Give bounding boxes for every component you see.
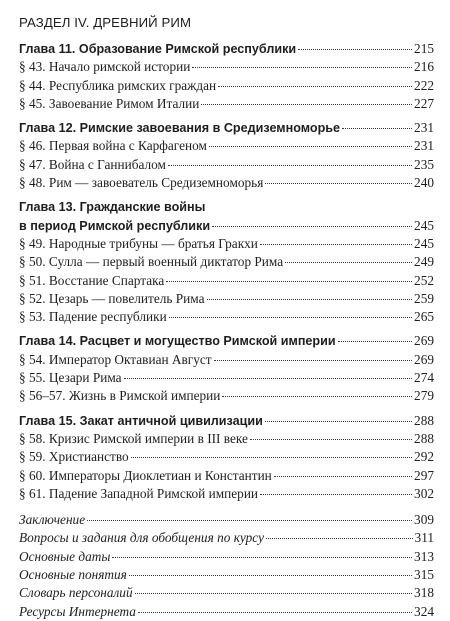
entry-label: § 60. Императоры Диоклетиан и Константин bbox=[19, 467, 272, 483]
dot-leader bbox=[285, 262, 412, 263]
toc-entry[interactable] bbox=[19, 174, 434, 192]
page-number: 292 bbox=[414, 449, 434, 465]
entry-label: § 50. Сулла — первый военный диктатор Рима bbox=[19, 254, 284, 270]
toc-entry[interactable] bbox=[19, 137, 434, 155]
toc-entry[interactable] bbox=[19, 95, 434, 113]
dot-leader bbox=[274, 476, 412, 477]
dot-leader bbox=[124, 378, 412, 379]
entry-label: Заключение bbox=[19, 512, 86, 528]
page-number: 245 bbox=[414, 235, 434, 251]
page-number: 235 bbox=[414, 156, 434, 172]
entry-label: § 58. Кризис Римской империи в III веке bbox=[19, 430, 248, 446]
entry-label: Словарь персоналий bbox=[19, 585, 133, 601]
dot-leader bbox=[168, 165, 412, 166]
entry-label: § 56–57. Жизнь в Римской империи bbox=[19, 388, 221, 404]
chapter-12 bbox=[19, 119, 434, 192]
toc-entry[interactable] bbox=[19, 58, 434, 76]
dot-leader bbox=[169, 317, 412, 318]
back-matter-entry[interactable] bbox=[19, 603, 434, 621]
dot-leader bbox=[192, 67, 412, 68]
entry-label: Ресурсы Интернета bbox=[19, 603, 136, 619]
dot-leader bbox=[131, 457, 412, 458]
chapter-heading[interactable] bbox=[19, 119, 434, 137]
page-number: 318 bbox=[414, 585, 434, 601]
page-number: 324 bbox=[414, 603, 434, 619]
page-number: 265 bbox=[414, 309, 434, 325]
toc-entry[interactable] bbox=[19, 156, 434, 174]
toc-entry[interactable] bbox=[19, 430, 434, 448]
page-number: 288 bbox=[414, 430, 434, 446]
entry-label: § 47. Война с Ганнибалом bbox=[19, 156, 166, 172]
back-matter-entry[interactable] bbox=[19, 511, 434, 529]
chapter-title: в период Римской республики bbox=[19, 218, 211, 233]
page-number: 288 bbox=[414, 412, 434, 428]
page-number: 311 bbox=[414, 530, 434, 546]
toc-entry[interactable] bbox=[19, 448, 434, 466]
chapter-13 bbox=[19, 198, 434, 326]
entry-label: Вопросы и задания для обобщения по курсу bbox=[19, 530, 265, 546]
page-number: 215 bbox=[414, 41, 434, 56]
entry-label: § 52. Цезарь — повелитель Рима bbox=[19, 290, 205, 306]
page-number: 231 bbox=[414, 120, 434, 136]
dot-leader bbox=[266, 538, 413, 539]
back-matter-entry[interactable] bbox=[19, 566, 434, 584]
toc-entry[interactable] bbox=[19, 351, 434, 369]
dot-leader bbox=[260, 244, 412, 245]
toc-entry[interactable] bbox=[19, 235, 434, 253]
toc-entry[interactable] bbox=[19, 387, 434, 405]
entry-label: § 49. Народные трибуны — братья Гракхи bbox=[19, 235, 258, 251]
page-number: 269 bbox=[414, 333, 434, 349]
chapter-title: Глава 11. Образование Римской республики bbox=[19, 42, 297, 56]
entry-label: § 51. Восстание Спартака bbox=[19, 272, 165, 288]
page-number: 222 bbox=[414, 77, 434, 93]
page-number: 259 bbox=[414, 290, 434, 306]
dot-leader bbox=[201, 104, 412, 105]
chapter-title: Глава 15. Закат античной цивилизации bbox=[19, 413, 263, 428]
dot-leader bbox=[265, 183, 412, 184]
dot-leader bbox=[265, 421, 412, 422]
entry-label: § 59. Христианство bbox=[19, 449, 129, 465]
dot-leader bbox=[212, 226, 412, 227]
entry-label: § 48. Рим — завоеватель Средиземноморья bbox=[19, 175, 264, 191]
page-number: 302 bbox=[414, 485, 434, 501]
toc-entry[interactable] bbox=[19, 485, 434, 503]
page-number: 252 bbox=[414, 272, 434, 288]
page-number: 249 bbox=[414, 254, 434, 270]
entry-label: § 46. Первая война с Карфагеном bbox=[19, 138, 207, 154]
entry-label: § 61. Падение Западной Римской империи bbox=[19, 485, 259, 501]
entry-label: § 43. Начало римской истории bbox=[19, 59, 191, 75]
back-matter-entry[interactable] bbox=[19, 548, 434, 566]
toc-entry[interactable] bbox=[19, 467, 434, 485]
chapter-14 bbox=[19, 332, 434, 405]
entry-label: § 45. Завоевание Римом Италии bbox=[19, 95, 200, 111]
chapter-heading[interactable] bbox=[19, 332, 434, 350]
dot-leader bbox=[342, 128, 412, 129]
chapter-title: Глава 14. Расцвет и могущество Римской империи bbox=[19, 334, 336, 349]
chapter-15 bbox=[19, 412, 434, 503]
toc-entry[interactable] bbox=[19, 253, 434, 271]
chapter-11 bbox=[19, 40, 434, 113]
section-title: РАЗДЕЛ IV. ДРЕВНИЙ РИМ bbox=[19, 15, 192, 30]
toc-entry[interactable] bbox=[19, 290, 434, 308]
page-number: 227 bbox=[414, 95, 434, 111]
dot-leader bbox=[250, 439, 412, 440]
page-number: 245 bbox=[414, 217, 434, 233]
page-number: 279 bbox=[414, 388, 434, 404]
chapter-title: Глава 12. Римские завоевания в Средиземноморье bbox=[19, 121, 341, 136]
page-number: 216 bbox=[414, 59, 434, 75]
chapter-heading[interactable] bbox=[19, 217, 434, 235]
entry-label: § 55. Цезари Рима bbox=[19, 370, 122, 386]
dot-leader bbox=[338, 341, 412, 342]
page-number: 269 bbox=[414, 351, 434, 367]
page-number: 313 bbox=[414, 548, 434, 564]
page-number: 297 bbox=[414, 467, 434, 483]
page-number: 240 bbox=[414, 175, 434, 191]
table-of-contents bbox=[19, 14, 434, 621]
entry-label: § 53. Падение республики bbox=[19, 309, 167, 325]
dot-leader bbox=[298, 49, 412, 50]
entry-label: § 44. Республика римских граждан bbox=[19, 77, 217, 93]
back-matter-entry[interactable] bbox=[19, 529, 434, 547]
toc-entry[interactable] bbox=[19, 308, 434, 326]
toc-entry[interactable] bbox=[19, 272, 434, 290]
back-matter-entry[interactable] bbox=[19, 584, 434, 602]
dot-leader bbox=[129, 575, 412, 576]
dot-leader bbox=[112, 557, 412, 558]
dot-leader bbox=[222, 396, 412, 397]
entry-label: Основные даты bbox=[19, 548, 111, 564]
dot-leader bbox=[260, 494, 412, 495]
page-number: 231 bbox=[414, 138, 434, 154]
toc-entry[interactable] bbox=[19, 77, 434, 95]
chapter-heading[interactable] bbox=[19, 40, 434, 58]
page-number: 309 bbox=[414, 512, 434, 528]
entry-label: § 54. Император Октавиан Август bbox=[19, 351, 212, 367]
chapter-title-line1[interactable]: Глава 13. Гражданские войны bbox=[19, 200, 206, 215]
dot-leader bbox=[207, 299, 413, 300]
entry-label: Основные понятия bbox=[19, 567, 127, 583]
page-number: 315 bbox=[414, 567, 434, 583]
dot-leader bbox=[218, 86, 412, 87]
page-number: 274 bbox=[414, 370, 434, 386]
dot-leader bbox=[166, 281, 412, 282]
dot-leader bbox=[214, 360, 412, 361]
toc-entry[interactable] bbox=[19, 369, 434, 387]
dot-leader bbox=[87, 520, 412, 521]
dot-leader bbox=[209, 146, 412, 147]
back-matter bbox=[19, 511, 434, 621]
dot-leader bbox=[138, 612, 412, 613]
chapter-heading[interactable] bbox=[19, 412, 434, 430]
dot-leader bbox=[135, 593, 412, 594]
